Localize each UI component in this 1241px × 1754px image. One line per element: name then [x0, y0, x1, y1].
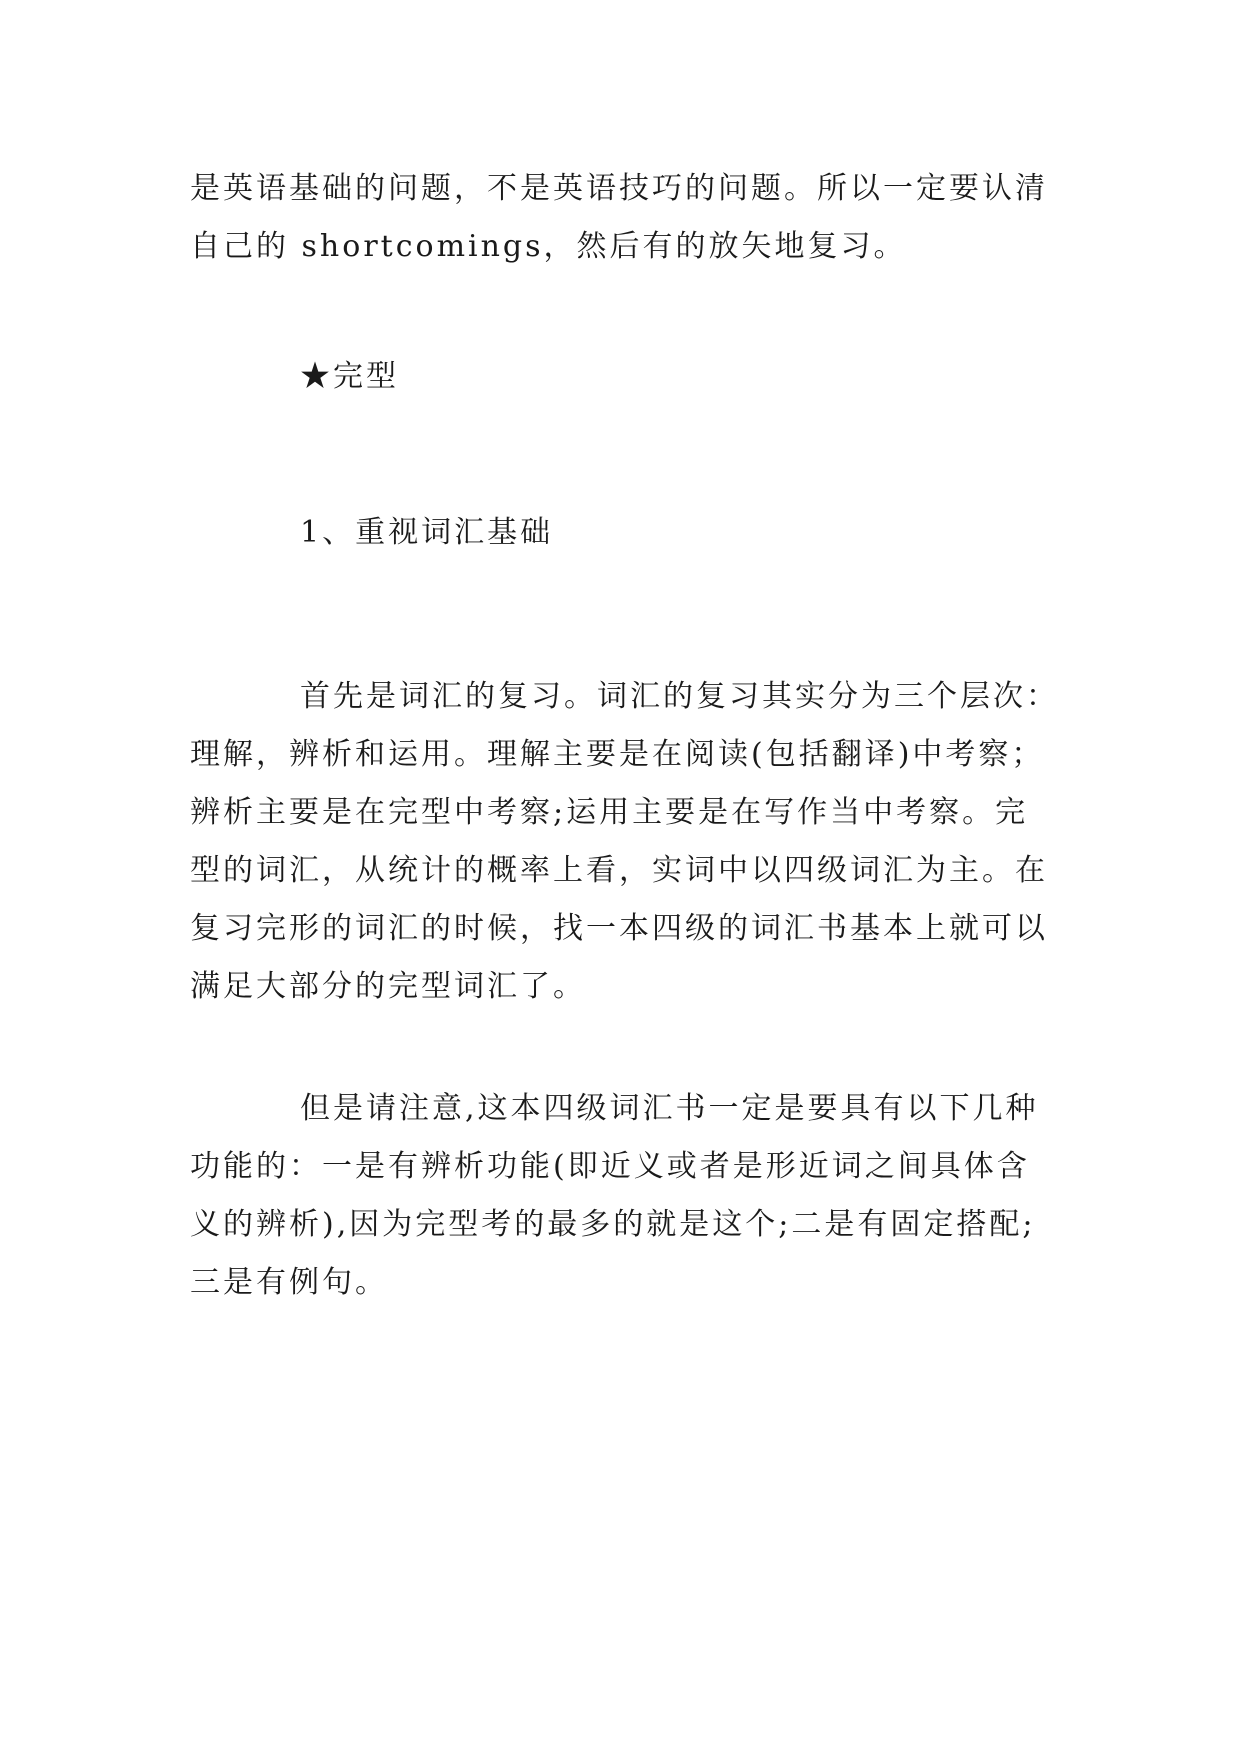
section-title: ★完型 [300, 359, 399, 394]
paragraph-intro-continuation: 是英语基础的问题，不是英语技巧的问题。所以一定要认清 自己的 shortcomings，然后有的放矢地复习。 [190, 171, 1048, 264]
subsection-title: 1、重视词汇基础 [300, 515, 554, 550]
paragraph-vocabulary-book-note: 但是请注意,这本四级词汇书一定是要具有以下几种 功能的：一是有辨析功能(即近义或者是形近词之间具体含 义的辨析),因为完型考的最多的就是这个;二是有固定搭配; 三是有例句。 [190, 1091, 1039, 1300]
paragraph-vocabulary-review: 首先是词汇的复习。词汇的复习其实分为三个层次： 理解，辨析和运用。理解主要是在阅读(包括翻译)中考察； 辨析主要是在完型中考察;运用主要是在写作当中考察。完 型的词汇，从统计的概率上看，实词中以四级词汇为主。在 复习完形的词汇的时候，找一本四级的词汇书基本上就可以 满足大部分的完型词汇了。 [190, 679, 1059, 1004]
